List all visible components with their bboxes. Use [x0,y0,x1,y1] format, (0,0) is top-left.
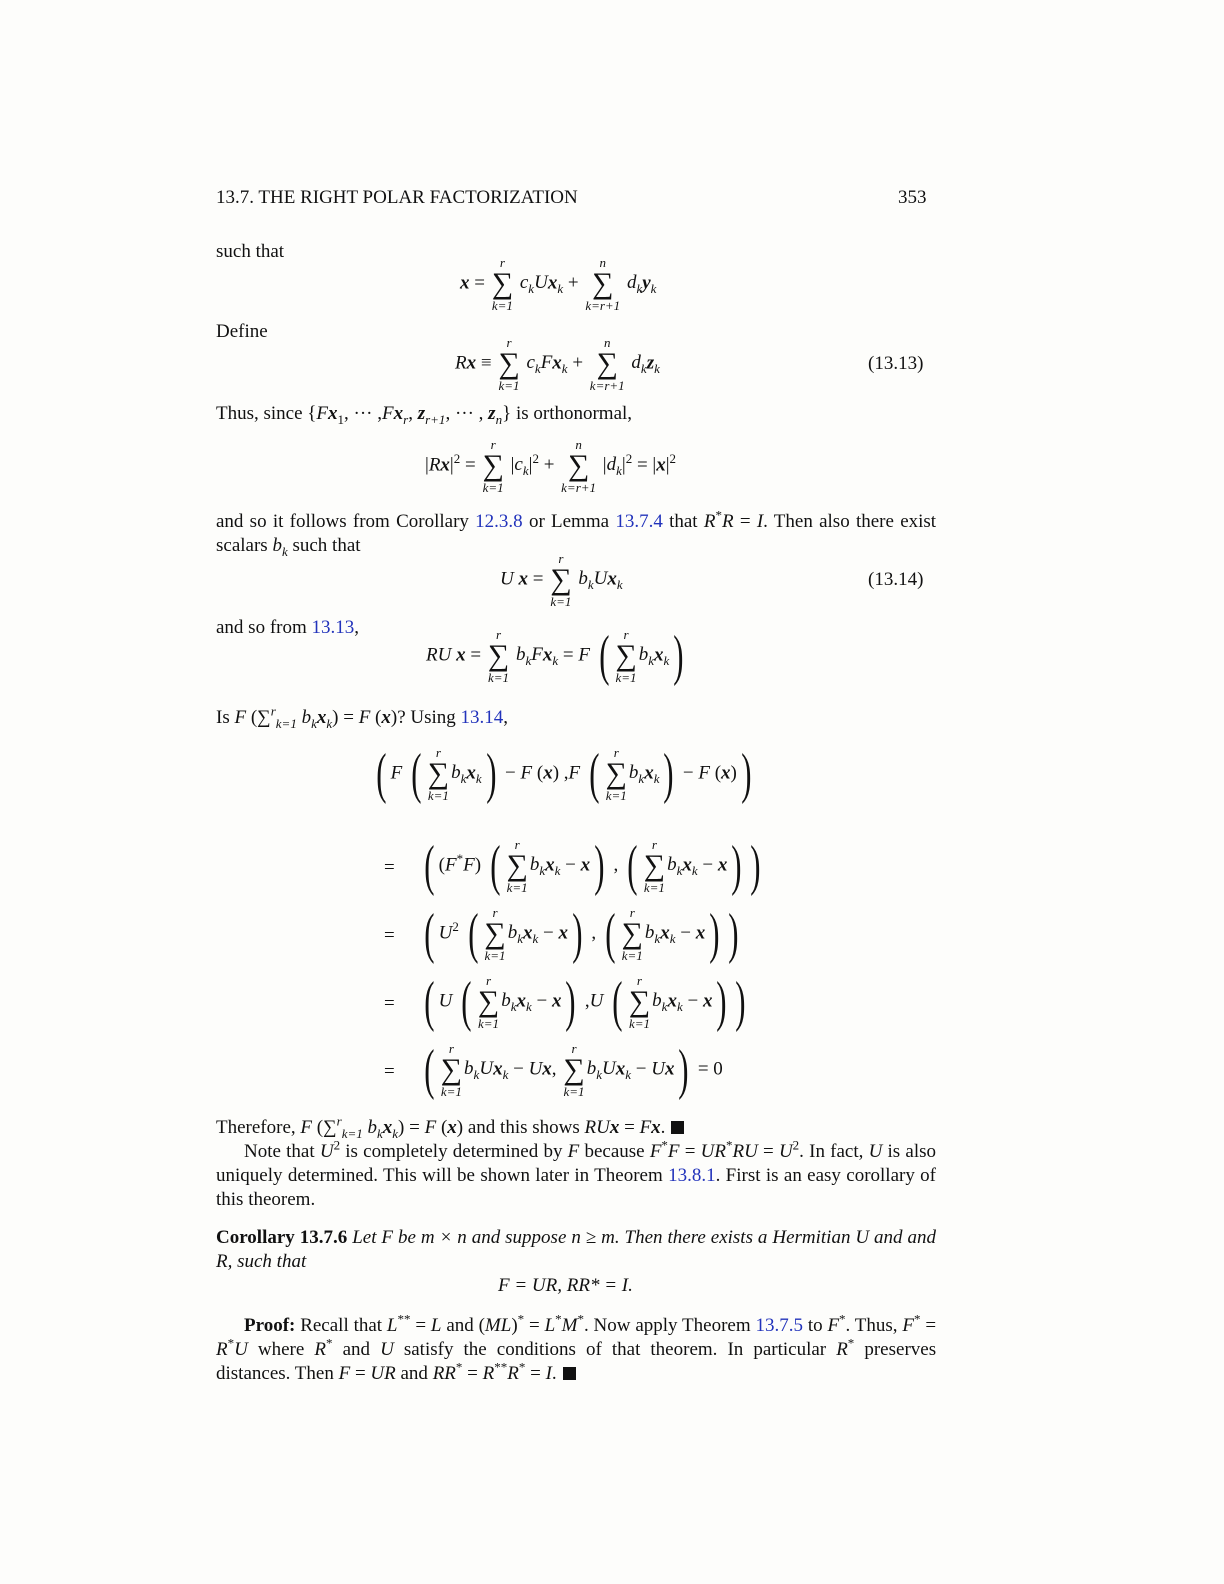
text-note-c: because [584,1141,645,1162]
text-proof-g: and [342,1339,370,1360]
corollary-equation: F = UR, RR* = I. [498,1275,633,1296]
text-proof-e: Thus, [854,1315,898,1336]
text-proof-i: preserves distances. Then [216,1339,937,1384]
link-eq-13-14[interactable]: 13.14 [460,707,504,728]
text-and-so-from-a: and so from [216,617,307,638]
text-is: Is [216,707,230,728]
equation-inner-product-1: ( F ( r ∑ k=1 $b_kx_k) - F$ (x) ,F ( r ∑ k=1 $b_kx_k) - F$ (x)) [376,743,752,805]
corollary-statement: Let F be m × n and suppose n ≥ m. Then there exists a Hermitian U and and R, such that [216,1227,937,1272]
paragraph-note: Note that $U^2$ is completely determined by F because $F^*F = UR^*RU = U^2$. In fact, U is also uniquely determined. This will be shown later in Theorem 13.8.1. First is an easy corollary of this theorem. [216,1137,937,1210]
text-follows-a: and so it follows from Corollary [216,511,469,532]
text-proof-f: where [257,1339,305,1360]
running-header: 13.7. THE RIGHT POLAR FACTORIZATION [216,187,578,208]
text-thus-since-a: Thus, since [216,403,303,424]
link-corollary-12-3-8[interactable]: 12.3.8 [475,511,523,532]
page-number: 353 [898,187,927,208]
text-is-f: Is F (∑$^r_{k=1}$ $b_kx_k) = F$ (x)? Using 13.14, [216,703,509,731]
link-theorem-13-8-1[interactable]: 13.8.1 [668,1165,716,1186]
text-thus-since: Thus, since {$Fx_1$, ··· $,Fx_r$, $z_{r+1}$, ··· , $z_n$} is orthonormal, [216,403,633,427]
text-note-a: Note that [244,1141,315,1162]
text-and-so-from: and so from 13.13, [216,617,360,638]
text-note-d: . In fact, [799,1141,864,1162]
text-thus-since-b: is orthonormal, [515,403,633,424]
text-note-f: . First is an easy corollary of this theorem. [216,1165,937,1210]
equation-number-13-13: (13.13) [868,353,924,374]
equation-13-13: Rx ≡ r ∑ k=1 $c_kFx_k$ + n ∑ k=r+1 $d_kz_k$ [455,335,660,393]
equation-inner-product-4: ( U ( r ∑ k=1 $b_kx_k - x$) ,U ( r ∑ k=1 $b_kx_k - x$) ) [424,971,746,1033]
link-lemma-13-7-4[interactable]: 13.7.4 [615,511,663,532]
qed-square-icon-2 [563,1367,576,1380]
equation-number-13-14: (13.14) [868,569,924,590]
paragraph-proof: Proof: Recall that L** = L and (ML)* = L*M*. Now apply Theorem 13.7.5 to F*. Thus, F* = R*U where R* and U satisfy the conditions of that theorem. In particular R* preserves distances. Then F = UR and RR* = R**R* = I. [216,1311,937,1384]
eq-sign-5: = [384,1061,395,1082]
corollary-label: Corollary 13.7.6 [216,1227,348,1248]
text-exist-scalars: exist scalars [216,511,937,556]
text-follows-b: or Lemma [528,511,610,532]
text-therefore: Therefore, F (∑$^r_{k=1}$ $b_kx_k) = F$ (x) and this shows RUx = Fx. [216,1116,684,1140]
text-proof-h: satisfy the conditions of that theorem. In particular [403,1339,827,1360]
eq-sign-4: = [384,993,395,1014]
text-and-this-shows: and this shows [467,1117,580,1138]
equation-inner-product-3: ( $U^2$ ( r ∑ k=1 $b_kx_k - x$) , ( r ∑ k=1 $b_kx_k - x$) ) [424,903,739,965]
text-such-that: such that [216,241,285,262]
text-follows-d: . Then also there [763,511,894,532]
text-note-b: is completely determined by [345,1141,563,1162]
text-proof-d: to [807,1315,823,1336]
text-note-e: is also uniquely determined. This will be shown later in Theorem [216,1141,937,1186]
link-theorem-13-7-5[interactable]: 13.7.5 [755,1315,803,1336]
equation-13-14: U x = r ∑ k=1 $b_kUx_k$ [500,551,623,609]
eq-sign-2: = [384,857,395,878]
corollary-13-7-6 [216,1226,936,1274]
text-using: ? Using [397,707,456,728]
equation-norm: $|Rx|^2$ = r ∑ k=1 $|c_k|^2$ + n ∑ k=r+1 $|d_k|^2 = |x|^2$ [425,437,677,495]
text-proof-b: and [446,1315,474,1336]
text-such-that-2: such that [292,535,361,556]
equals-zero: = 0 [697,1058,723,1080]
text-proof-j: and [400,1363,428,1384]
text-follows-c: that [669,511,698,532]
text-proof-c: . Now apply Theorem [583,1315,751,1336]
equation-inner-product-5: ( r ∑ k=1 $b_kUx_k - Ux$, r ∑ k=1 $b_kUx_k - Ux) = 0$ [424,1039,723,1101]
qed-square-icon [671,1121,684,1134]
equation-RUx: RU x = r ∑ k=1 $b_kFx_k = F$ ( r ∑ k=1 $b_kx_k$) [426,625,684,687]
paragraph-follows: and so it follows from Corollary 12.3.8 or Lemma 13.7.4 that R*R = I. Then also there exist scalars $b_k$ such that [216,507,937,559]
text-therefore-a: Therefore, [216,1117,296,1138]
eq-sign-3: = [384,925,395,946]
text-define: Define [216,321,268,342]
text-proof-a: Recall that [300,1315,383,1336]
equation-x-expansion: x = r ∑ k=1 $c_kUx_k$ + n ∑ k=r+1 $d_ky_k$ [460,255,657,313]
proof-label: Proof: [244,1315,296,1336]
link-eq-13-13[interactable]: 13.13 [311,617,355,638]
equation-inner-product-2: ( (F*F) ( r ∑ k=1 $b_kx_k - x$) , ( r ∑ k=1 $b_kx_k - x$) ) [424,835,761,897]
